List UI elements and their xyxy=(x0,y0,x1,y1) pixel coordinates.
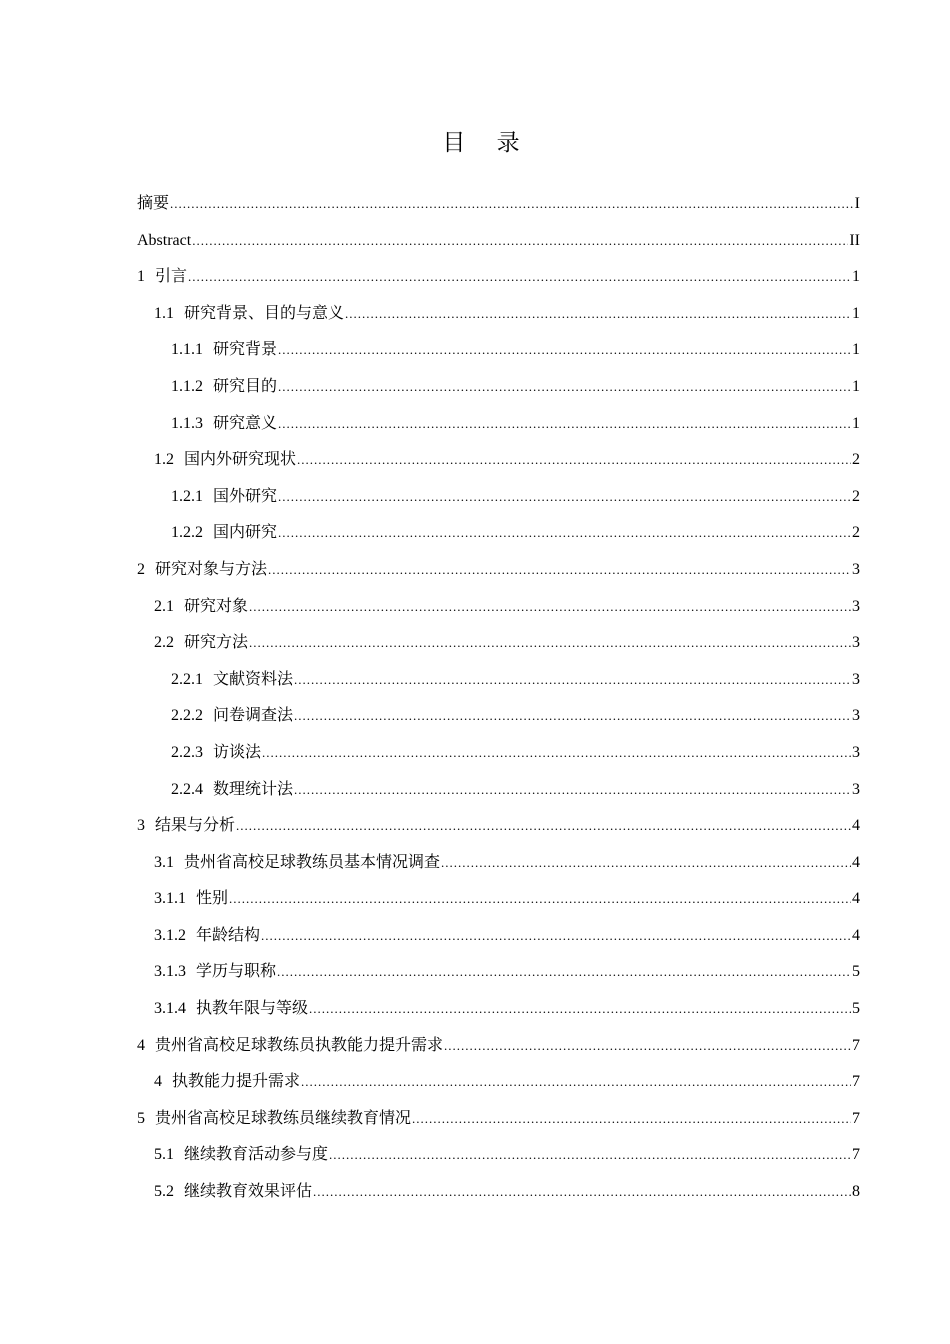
toc-entry-number: 3.1.1 xyxy=(154,890,186,908)
toc-entry[interactable] xyxy=(137,662,860,699)
toc-entry-label: 国内研究 xyxy=(213,524,278,542)
toc-entry[interactable] xyxy=(137,698,860,735)
toc-dot-leader xyxy=(329,1137,851,1174)
toc-entry[interactable] xyxy=(137,735,860,772)
toc-entry-label: 研究对象 xyxy=(184,597,249,615)
toc-entry-number: 4 xyxy=(154,1073,162,1091)
toc-entry-page-number: 2 xyxy=(852,524,860,542)
toc-entry[interactable] xyxy=(137,515,860,552)
toc-entry-page-number: 4 xyxy=(852,926,860,944)
toc-entry-label: 贵州省高校足球教练员继续教育情况 xyxy=(155,1109,412,1127)
toc-entry-label: 贵州省高校足球教练员基本情况调查 xyxy=(184,853,441,871)
toc-entry[interactable] xyxy=(137,589,860,626)
toc-entry-page-number: 3 xyxy=(852,780,860,798)
toc-entry-label: 结果与分析 xyxy=(155,817,236,835)
toc-dot-leader xyxy=(278,332,851,369)
toc-entry[interactable] xyxy=(137,954,860,991)
toc-entry-number: 2.2.4 xyxy=(171,780,203,798)
toc-entry-number: 2 xyxy=(137,560,145,578)
toc-entry-page-number: 2 xyxy=(852,487,860,505)
toc-entry-label: Abstract xyxy=(137,231,192,249)
toc-entry[interactable] xyxy=(137,1064,860,1101)
toc-dot-leader xyxy=(268,552,851,589)
toc-dot-leader xyxy=(301,1064,851,1101)
toc-dot-leader xyxy=(278,369,851,406)
toc-dot-leader xyxy=(229,881,851,918)
toc-dot-leader xyxy=(313,1174,851,1211)
toc-entry-page-number: 8 xyxy=(852,1183,860,1201)
toc-entry-number: 3 xyxy=(137,817,145,835)
toc-entry-number: 1.1 xyxy=(154,304,174,322)
toc-entry-number: 1.2.1 xyxy=(171,487,203,505)
toc-entry-label: 执教年限与等级 xyxy=(196,1000,309,1018)
toc-entry-number: 2.2.1 xyxy=(171,670,203,688)
toc-entry-label: 执教能力提升需求 xyxy=(172,1073,301,1091)
toc-entry-number: 3.1.4 xyxy=(154,1000,186,1018)
toc-entry-page-number: 7 xyxy=(852,1146,860,1164)
toc-dot-leader xyxy=(261,918,851,955)
toc-dot-leader xyxy=(278,479,851,516)
toc-dot-leader xyxy=(444,1028,851,1065)
toc-entry-number: 5 xyxy=(137,1109,145,1127)
toc-entry-page-number: 7 xyxy=(852,1036,860,1054)
toc-dot-leader xyxy=(297,442,851,479)
toc-entry-number: 1.1.1 xyxy=(171,341,203,359)
toc-entry-page-number: I xyxy=(854,195,860,212)
toc-entry[interactable] xyxy=(137,881,860,918)
toc-entry-page-number: 5 xyxy=(852,1000,860,1018)
toc-entry-number: 2.2.3 xyxy=(171,743,203,761)
toc-entry-label: 问卷调查法 xyxy=(213,707,294,725)
toc-entry-number: 1.1.2 xyxy=(171,377,203,395)
toc-entry-number: 5.2 xyxy=(154,1183,174,1201)
toc-dot-leader xyxy=(249,625,851,662)
toc-entry[interactable] xyxy=(137,186,860,223)
toc-entry-label: 研究背景、目的与意义 xyxy=(184,304,345,322)
toc-entry-page-number: 7 xyxy=(852,1073,860,1091)
toc-entry-page-number: 1 xyxy=(852,304,860,322)
toc-entry[interactable] xyxy=(137,772,860,809)
toc-entry-page-number: 4 xyxy=(852,853,860,871)
toc-entry-label: 性别 xyxy=(196,890,229,908)
toc-entry-label: 数理统计法 xyxy=(213,780,294,798)
toc-entry-label: 摘要 xyxy=(137,195,170,212)
toc-entry[interactable] xyxy=(137,1137,860,1174)
toc-entry-page-number: 3 xyxy=(852,560,860,578)
toc-entry-number: 2.2 xyxy=(154,634,174,652)
toc-entry-label: 继续教育活动参与度 xyxy=(184,1146,329,1164)
toc-dot-leader xyxy=(345,296,851,333)
toc-entry[interactable] xyxy=(137,223,860,260)
toc-entry-number: 1 xyxy=(137,268,145,286)
toc-entry-label: 年龄结构 xyxy=(196,926,261,944)
toc-entry-number: 3.1 xyxy=(154,853,174,871)
toc-entry-label: 学历与职称 xyxy=(196,963,277,981)
toc-entry-page-number: 3 xyxy=(852,707,860,725)
toc-entry-number: 1.1.3 xyxy=(171,414,203,432)
toc-entry-label: 国内外研究现状 xyxy=(184,451,297,469)
toc-entry-page-number: II xyxy=(849,231,860,249)
toc-entry-number: 3.1.2 xyxy=(154,926,186,944)
toc-dot-leader xyxy=(441,845,851,882)
toc-dot-leader xyxy=(192,223,848,260)
toc-entry-label: 研究对象与方法 xyxy=(155,560,268,578)
toc-dot-leader xyxy=(170,186,854,223)
toc-dot-leader xyxy=(278,406,851,443)
page-title: 目 录 xyxy=(442,130,532,156)
toc-entry[interactable] xyxy=(137,1101,860,1138)
toc-entry[interactable] xyxy=(137,552,860,589)
toc-dot-leader xyxy=(277,954,851,991)
toc-entry[interactable] xyxy=(137,1174,860,1211)
toc-entry[interactable] xyxy=(137,369,860,406)
toc-entry[interactable] xyxy=(137,332,860,369)
toc-dot-leader xyxy=(236,808,851,845)
toc-entry-label: 研究意义 xyxy=(213,414,278,432)
toc-entry-number: 1.2 xyxy=(154,451,174,469)
toc-entry-label: 研究背景 xyxy=(213,341,278,359)
toc-entry-page-number: 3 xyxy=(852,743,860,761)
toc-entry-label: 研究目的 xyxy=(213,377,278,395)
toc-entry-page-number: 3 xyxy=(852,634,860,652)
toc-dot-leader xyxy=(294,772,851,809)
toc-entry-page-number: 1 xyxy=(852,377,860,395)
toc-entry[interactable] xyxy=(137,442,860,479)
toc-entry-label: 国外研究 xyxy=(213,487,278,505)
toc-entry-page-number: 5 xyxy=(852,963,860,981)
toc-entry-page-number: 3 xyxy=(852,597,860,615)
toc-entry[interactable] xyxy=(137,259,860,296)
toc-entry-label: 继续教育效果评估 xyxy=(184,1183,313,1201)
toc-entry-number: 5.1 xyxy=(154,1146,174,1164)
toc-entry-page-number: 7 xyxy=(852,1109,860,1127)
toc-entry[interactable] xyxy=(137,918,860,955)
toc-dot-leader xyxy=(278,515,851,552)
toc-entry-number: 1.2.2 xyxy=(171,524,203,542)
toc-entry-number: 4 xyxy=(137,1036,145,1054)
toc-entry-page-number: 3 xyxy=(852,670,860,688)
toc-entry-page-number: 1 xyxy=(852,414,860,432)
toc-dot-leader xyxy=(249,589,851,626)
toc-entry-number: 3.1.3 xyxy=(154,963,186,981)
toc-entry-page-number: 1 xyxy=(852,341,860,359)
toc-entry-label: 访谈法 xyxy=(213,743,262,761)
toc-entry-number: 2.1 xyxy=(154,597,174,615)
table-of-contents xyxy=(137,186,860,1211)
toc-entry[interactable] xyxy=(137,808,860,845)
toc-entry[interactable] xyxy=(137,991,860,1028)
toc-entry[interactable] xyxy=(137,625,860,662)
toc-entry-number: 2.2.2 xyxy=(171,707,203,725)
toc-entry[interactable] xyxy=(137,479,860,516)
toc-entry-page-number: 4 xyxy=(852,817,860,835)
toc-entry-label: 文献资料法 xyxy=(213,670,294,688)
toc-entry-label: 贵州省高校足球教练员执教能力提升需求 xyxy=(155,1036,444,1054)
toc-entry[interactable] xyxy=(137,845,860,882)
toc-dot-leader xyxy=(294,662,851,699)
toc-entry-label: 研究方法 xyxy=(184,634,249,652)
toc-entry-page-number: 4 xyxy=(852,890,860,908)
toc-entry[interactable] xyxy=(137,296,860,333)
toc-entry-page-number: 2 xyxy=(852,451,860,469)
toc-dot-leader xyxy=(412,1101,851,1138)
toc-entry-label: 引言 xyxy=(155,268,188,286)
toc-dot-leader xyxy=(262,735,851,772)
toc-dot-leader xyxy=(309,991,851,1028)
toc-entry-page-number: 1 xyxy=(852,268,860,286)
toc-dot-leader xyxy=(188,259,851,296)
toc-entry[interactable] xyxy=(137,406,860,443)
toc-dot-leader xyxy=(294,698,851,735)
toc-entry[interactable] xyxy=(137,1028,860,1065)
